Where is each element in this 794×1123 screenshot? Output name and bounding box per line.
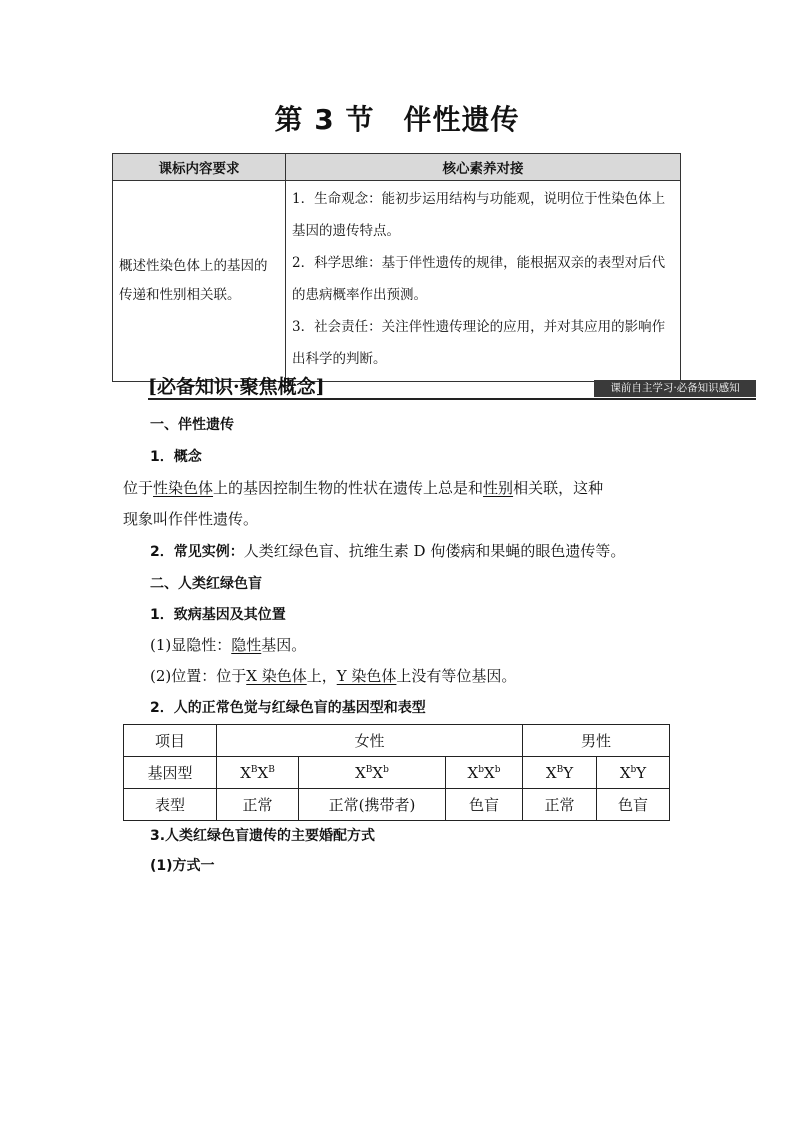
position-post: 上没有等位基因。 (396, 667, 517, 685)
genotype-XbY: $X^bY$ (597, 757, 670, 789)
concept-text-mid: 上的基因控制生物的性状在遗传上总是和 (213, 479, 484, 497)
req-header-core: 核心素养对接 (286, 154, 681, 181)
answer-y-chromosome: Y 染色体 (336, 667, 397, 685)
page-title: 第 3 节 伴性遗传 (274, 103, 520, 136)
geno-header-male: 男性 (523, 725, 670, 757)
phenotype-3: 色盲 (446, 789, 523, 821)
heading-color-blindness: 二、人类红绿色盲 (150, 576, 262, 592)
core-item-1: 1．生命观念：能初步运用结构与功能观，说明位于性染色体上基因的遗传特点。 (292, 191, 666, 239)
heading-marriage-patterns: 3.人类红绿色盲遗传的主要婚配方式 (150, 828, 376, 844)
core-item-2: 2．科学思维：基于伴性遗传的规律，能根据双亲的表型对后代的患病概率作出预测。 (292, 255, 666, 303)
section-divider (148, 398, 756, 400)
position-pre: (2)位置：位于 (150, 667, 247, 685)
geno-header-item: 项目 (124, 725, 217, 757)
heading-sex-linked: 一、伴性遗传 (150, 417, 234, 433)
answer-sex-chromosome: 性染色体 (153, 479, 214, 497)
phenotype-1: 正常 (217, 789, 299, 821)
genotype-XBXB: $X^BX^B$ (217, 757, 299, 789)
geno-header-female: 女性 (217, 725, 523, 757)
genotype-XBXb: $X^BX^b$ (299, 757, 446, 789)
answer-recessive: 隐性 (231, 636, 262, 654)
examples-line (150, 540, 625, 561)
req-header-content: 课标内容要求 (113, 154, 286, 181)
heading-concept: 1．概念 (150, 449, 202, 465)
heading-pattern-one: (1)方式一 (150, 858, 215, 874)
genotype-XBY: $X^BY$ (523, 757, 597, 789)
examples-heading: 2．常见实例： (150, 544, 244, 560)
dominance-line (150, 634, 306, 655)
answer-x-chromosome: X 染色体 (246, 667, 307, 685)
geno-row-label-phenotype: 表型 (124, 789, 217, 821)
geno-row-label-genotype: 基因型 (124, 757, 217, 789)
req-core-cell (286, 181, 681, 382)
phenotype-5: 色盲 (597, 789, 670, 821)
genotype-XbXb: $X^bX^b$ (446, 757, 523, 789)
dominance-pre: (1)显隐性： (150, 636, 232, 654)
genotype-table (123, 724, 670, 821)
requirements-table (112, 153, 681, 382)
position-mid: 上， (306, 667, 337, 685)
req-content-cell: 概述性染色体上的基因的传递和性别相关联。 (113, 181, 286, 382)
concept-paragraph-line2: 现象叫作伴性遗传。 (123, 510, 259, 528)
phenotype-2: 正常(携带者) (299, 789, 446, 821)
heading-genotype-phenotype: 2．人的正常色觉与红绿色盲的基因型和表型 (150, 700, 426, 716)
concept-text-post: 相关联，这种 (513, 479, 604, 497)
phenotype-4: 正常 (523, 789, 597, 821)
core-item-3: 3．社会责任：关注伴性遗传理论的应用，并对其应用的影响作出科学的判断。 (292, 319, 666, 367)
section-header: [必备知识·聚焦概念] (148, 376, 325, 398)
concept-text-pre: 位于 (123, 479, 154, 497)
answer-sex: 性别 (483, 479, 514, 497)
heading-gene-position: 1．致病基因及其位置 (150, 607, 286, 623)
position-line (150, 665, 516, 686)
concept-paragraph-line1 (123, 477, 603, 498)
dominance-post: 基因。 (261, 636, 307, 654)
examples-text: 人类红绿色盲、抗维生素 D 佝偻病和果蝇的眼色遗传等。 (243, 542, 626, 560)
section-tag: 课前自主学习·必备知识感知 (594, 380, 756, 397)
